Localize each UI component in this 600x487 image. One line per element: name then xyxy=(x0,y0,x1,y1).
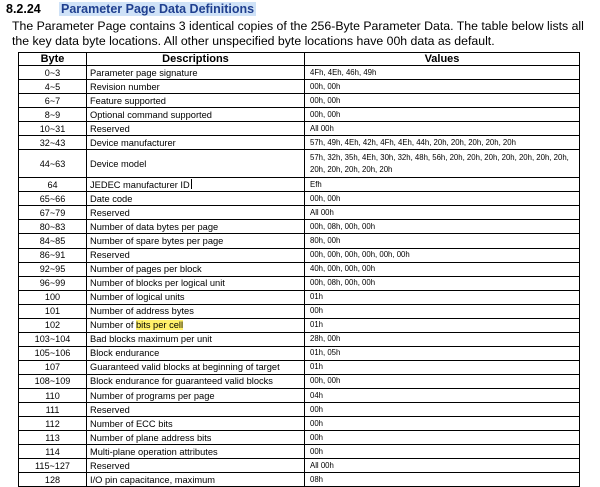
value-cell: 01h, 05h xyxy=(305,346,580,360)
description-cell: Multi-plane operation attributes xyxy=(87,445,305,459)
header-byte: Byte xyxy=(19,53,87,66)
value-cell: 00h xyxy=(305,445,580,459)
value-cell: All 00h xyxy=(305,122,580,136)
table-header-row xyxy=(19,53,580,66)
value-cell: 00h, 00h xyxy=(305,192,580,206)
table-row xyxy=(19,360,580,374)
value-cell: 80h, 00h xyxy=(305,234,580,248)
table-row xyxy=(19,262,580,276)
description-cell: Number of data bytes per page xyxy=(87,220,305,234)
byte-cell: 0~3 xyxy=(19,66,87,80)
description-cell: Number of programs per page xyxy=(87,388,305,402)
description-cell: JEDEC manufacturer ID xyxy=(87,178,305,192)
value-cell: 57h, 32h, 35h, 4Eh, 30h, 32h, 48h, 56h, 20h, 20h, 20h, 20h, 20h, 20h, 20h, 20h, 20h, 20h, 20h, 20h xyxy=(305,150,580,178)
byte-cell: 100 xyxy=(19,290,87,304)
byte-cell: 103~104 xyxy=(19,332,87,346)
value-cell: 00h, 00h xyxy=(305,94,580,108)
table-row xyxy=(19,136,580,150)
byte-cell: 67~79 xyxy=(19,206,87,220)
value-cell: 00h, 00h xyxy=(305,80,580,94)
byte-cell: 65~66 xyxy=(19,192,87,206)
table-row xyxy=(19,403,580,417)
value-cell: 40h, 00h, 00h, 00h xyxy=(305,262,580,276)
byte-cell: 105~106 xyxy=(19,346,87,360)
description-cell: Reserved xyxy=(87,248,305,262)
value-cell: 04h xyxy=(305,388,580,402)
table-row xyxy=(19,234,580,248)
description-cell: Feature supported xyxy=(87,94,305,108)
byte-cell: 32~43 xyxy=(19,136,87,150)
text-cursor xyxy=(191,179,192,189)
value-cell: 00h, 08h, 00h, 00h xyxy=(305,220,580,234)
byte-cell: 128 xyxy=(19,473,87,487)
table-row xyxy=(19,473,580,487)
table-row xyxy=(19,150,580,178)
section-title[interactable]: Parameter Page Data Definitions xyxy=(61,2,255,16)
description-cell: Date code xyxy=(87,192,305,206)
parameter-page-table xyxy=(18,52,580,487)
value-cell: 00h xyxy=(305,417,580,431)
description-cell: Parameter page signature xyxy=(87,66,305,80)
description-cell: Number of plane address bits xyxy=(87,431,305,445)
header-descriptions: Descriptions xyxy=(87,53,305,66)
description-cell: Device manufacturer xyxy=(87,136,305,150)
description-cell: Number of blocks per logical unit xyxy=(87,276,305,290)
value-cell: 00h xyxy=(305,304,580,318)
table-row xyxy=(19,459,580,473)
table-row xyxy=(19,94,580,108)
description-cell: Number of bits per cell xyxy=(87,318,305,332)
section-heading xyxy=(6,2,256,16)
value-cell: 08h xyxy=(305,473,580,487)
description-cell: Revision number xyxy=(87,80,305,94)
byte-cell: 64 xyxy=(19,178,87,192)
highlighted-text: bits per cell xyxy=(136,320,184,331)
byte-cell: 84~85 xyxy=(19,234,87,248)
header-values: Values xyxy=(305,53,580,66)
byte-cell: 112 xyxy=(19,417,87,431)
byte-cell: 108~109 xyxy=(19,374,87,388)
byte-cell: 114 xyxy=(19,445,87,459)
table-row xyxy=(19,346,580,360)
table-row xyxy=(19,332,580,346)
value-cell: 00h xyxy=(305,403,580,417)
section-number: 8.2.24 xyxy=(6,2,41,16)
description-cell: Optional command supported xyxy=(87,108,305,122)
table-row xyxy=(19,318,580,332)
table-row xyxy=(19,388,580,402)
table-row xyxy=(19,276,580,290)
byte-cell: 107 xyxy=(19,360,87,374)
description-cell: Reserved xyxy=(87,459,305,473)
value-cell: 01h xyxy=(305,290,580,304)
value-cell: Efh xyxy=(305,178,580,192)
description-cell: Reserved xyxy=(87,122,305,136)
table-row xyxy=(19,108,580,122)
table-row xyxy=(19,178,580,192)
value-cell: 57h, 49h, 4Eh, 42h, 4Fh, 4Eh, 44h, 20h, 20h, 20h, 20h, 20h xyxy=(305,136,580,150)
byte-cell: 44~63 xyxy=(19,150,87,178)
byte-cell: 110 xyxy=(19,388,87,402)
table-row xyxy=(19,66,580,80)
description-cell: Number of ECC bits xyxy=(87,417,305,431)
description-cell: Device model xyxy=(87,150,305,178)
value-cell: 00h, 00h xyxy=(305,108,580,122)
value-cell: 00h xyxy=(305,431,580,445)
byte-cell: 8~9 xyxy=(19,108,87,122)
byte-cell: 113 xyxy=(19,431,87,445)
value-cell: All 00h xyxy=(305,206,580,220)
description-cell: Reserved xyxy=(87,206,305,220)
description-cell: Guaranteed valid blocks at beginning of target xyxy=(87,360,305,374)
table-row xyxy=(19,206,580,220)
value-cell: 00h, 08h, 00h, 00h xyxy=(305,276,580,290)
byte-cell: 86~91 xyxy=(19,248,87,262)
table-row xyxy=(19,220,580,234)
description-cell: Block endurance xyxy=(87,346,305,360)
table-row xyxy=(19,122,580,136)
byte-cell: 4~5 xyxy=(19,80,87,94)
value-cell: 28h, 00h xyxy=(305,332,580,346)
table-row xyxy=(19,248,580,262)
byte-cell: 115~127 xyxy=(19,459,87,473)
table-row xyxy=(19,417,580,431)
table-row xyxy=(19,290,580,304)
value-cell: 4Fh, 4Eh, 46h, 49h xyxy=(305,66,580,80)
value-cell: 00h, 00h xyxy=(305,374,580,388)
byte-cell: 92~95 xyxy=(19,262,87,276)
value-cell: All 00h xyxy=(305,459,580,473)
byte-cell: 102 xyxy=(19,318,87,332)
table-row xyxy=(19,445,580,459)
description-cell: Block endurance for guaranteed valid blocks xyxy=(87,374,305,388)
description-cell: I/O pin capacitance, maximum xyxy=(87,473,305,487)
description-cell: Bad blocks maximum per unit xyxy=(87,332,305,346)
value-cell: 01h xyxy=(305,360,580,374)
byte-cell: 96~99 xyxy=(19,276,87,290)
value-cell: 00h, 00h, 00h, 00h, 00h, 00h xyxy=(305,248,580,262)
description-cell: Number of spare bytes per page xyxy=(87,234,305,248)
description-cell: Number of pages per block xyxy=(87,262,305,276)
table-row xyxy=(19,431,580,445)
description-cell: Number of logical units xyxy=(87,290,305,304)
value-cell: 01h xyxy=(305,318,580,332)
byte-cell: 6~7 xyxy=(19,94,87,108)
table-row xyxy=(19,80,580,94)
byte-cell: 10~31 xyxy=(19,122,87,136)
description-cell: Number of address bytes xyxy=(87,304,305,318)
description-cell: Reserved xyxy=(87,403,305,417)
table-row xyxy=(19,374,580,388)
byte-cell: 101 xyxy=(19,304,87,318)
byte-cell: 80~83 xyxy=(19,220,87,234)
table-row xyxy=(19,304,580,318)
intro-paragraph: The Parameter Page contains 3 identical copies of the 256-Byte Parameter Data. The table below lists all the key data byte locations. All other unspecified byte locations have 00h data as default. xyxy=(12,19,584,48)
byte-cell: 111 xyxy=(19,403,87,417)
table-row xyxy=(19,192,580,206)
